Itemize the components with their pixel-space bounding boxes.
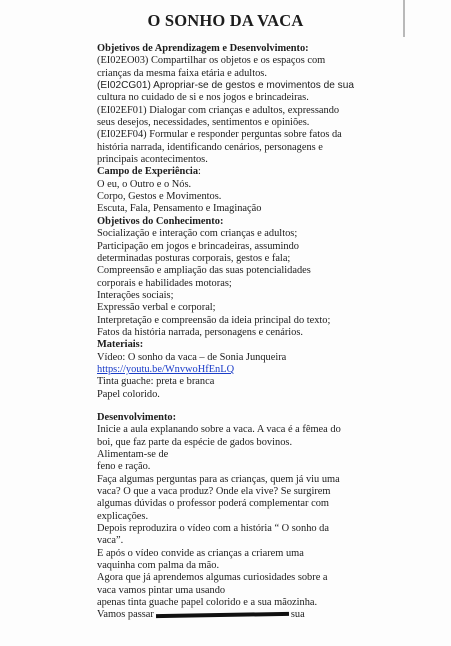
objetivos-line: (EI02EO03) Compartilhar os objetos e os espaços com [97, 55, 326, 67]
conhecimento-line: Socialização e interação com crianças e adultos; [97, 228, 298, 240]
desenvolvimento-line: Agora que já aprendemos algumas curiosidades sobre a [97, 572, 328, 584]
objetivos-line: seus desejos, necessidades, sentimentos e opiniões. [97, 117, 310, 129]
conhecimento-line: Participação em jogos e brincadeiras, assumindo [97, 240, 299, 252]
materiais-video: Vídeo: O sonho da vaca – de Sonia Junqueira [97, 351, 287, 363]
desenvolvimento-heading: Desenvolvimento: [97, 411, 177, 423]
page-title: O SONHO DA VACA [147, 11, 304, 30]
desenvolvimento-line: Alimentam-se de [97, 449, 169, 460]
conhecimento-line: Compreensão e ampliação das suas potencialidades [97, 265, 311, 277]
desenvolvimento-line: explicações. [97, 510, 149, 522]
desenvolvimento-line: vaca”. [97, 535, 124, 547]
desenvolvimento-line: Inicie a aula explanando sobre a vaca. A vaca é a fêmea do [97, 424, 341, 436]
document-body [97, 43, 447, 622]
campo-line: O eu, o Outro e o Nós. [97, 178, 192, 190]
materiais-heading: Materiais: [97, 339, 144, 351]
desenvolvimento-line: Faça algumas perguntas para as crianças, quem já viu uma [97, 473, 340, 485]
campo-line: Corpo, Gestos e Movimentos. [97, 191, 222, 203]
desenvolvimento-line: apenas tinta guache papel colorido e a sua mãozinha. [97, 597, 318, 609]
objetivos-line: crianças da mesma faixa etária e adultos. [97, 67, 267, 79]
video-link[interactable]: https://youtu.be/WnvwoHfEnLQ [97, 363, 235, 375]
conhecimento-line: corporais e habilidades motoras; [97, 277, 232, 289]
desenvolvimento-last-line [97, 609, 447, 621]
materiais-line: Papel colorido. [97, 388, 160, 400]
desenvolvimento-line: algumas dúvidas o professor poderá complementar com [97, 498, 329, 510]
objetivos-line: (EI02EF04) Formular e responder perguntas sobre fatos da [97, 129, 342, 141]
desenvolvimento-line: boi, que faz parte da espécie de gados bovinos. [97, 436, 293, 448]
desenvolvimento-line: E após o vídeo convide as crianças a criarem uma [97, 547, 304, 559]
conhecimento-line: determinadas posturas corporais, gestos e fala; [97, 252, 291, 264]
objetivos-line: (EI02CG01) Apropriar-se de gestos e movimentos de sua [97, 80, 354, 92]
campo-heading: Campo de Experiência [97, 166, 199, 178]
objetivos-line: cultura no cuidado de si e nos jogos e brincadeiras. [97, 92, 309, 104]
desenvolvimento-line: vaca vamos pintar uma usando [97, 584, 226, 596]
campo-line: Escuta, Fala, Pensamento e Imaginação [97, 203, 262, 215]
campo-colon: : [198, 166, 201, 178]
desenvolvimento-line: feno e ração. [97, 461, 151, 473]
last-line-start: Vamos passar [97, 609, 154, 621]
last-line-end: sua [290, 609, 305, 621]
objetivos-line: principais acontecimentos. [97, 154, 208, 166]
redaction-strike [156, 612, 289, 618]
objetivos-line: história narrada, identificando cenários, personagens e [97, 141, 323, 153]
objetivos-line: (EI02EF01) Dialogar com crianças e adultos, expressando [97, 104, 340, 116]
conhecimento-line: Expressão verbal e corporal; [97, 302, 216, 314]
desenvolvimento-line: vaca? O que a vaca produz? Onde ela vive? Se surgirem [97, 486, 331, 498]
desenvolvimento-line: Depois reproduzira o vídeo com a história “ O sonho da [97, 523, 329, 535]
desenvolvimento-line: vaquinha com palma da mão. [97, 560, 220, 572]
objetivos-heading: Objetivos de Aprendizagem e Desenvolvimento: [97, 43, 309, 54]
conhecimento-heading: Objetivos do Conhecimento: [97, 215, 224, 227]
materiais-line: Tinta guache: preta e branca [97, 376, 215, 388]
conhecimento-line: Interpretação e compreensão da ideia principal do texto; [97, 314, 331, 326]
campo-heading-row [97, 166, 447, 178]
conhecimento-line: Interações sociais; [97, 289, 174, 301]
conhecimento-line: Fatos da história narrada, personagens e cenários. [97, 326, 304, 338]
